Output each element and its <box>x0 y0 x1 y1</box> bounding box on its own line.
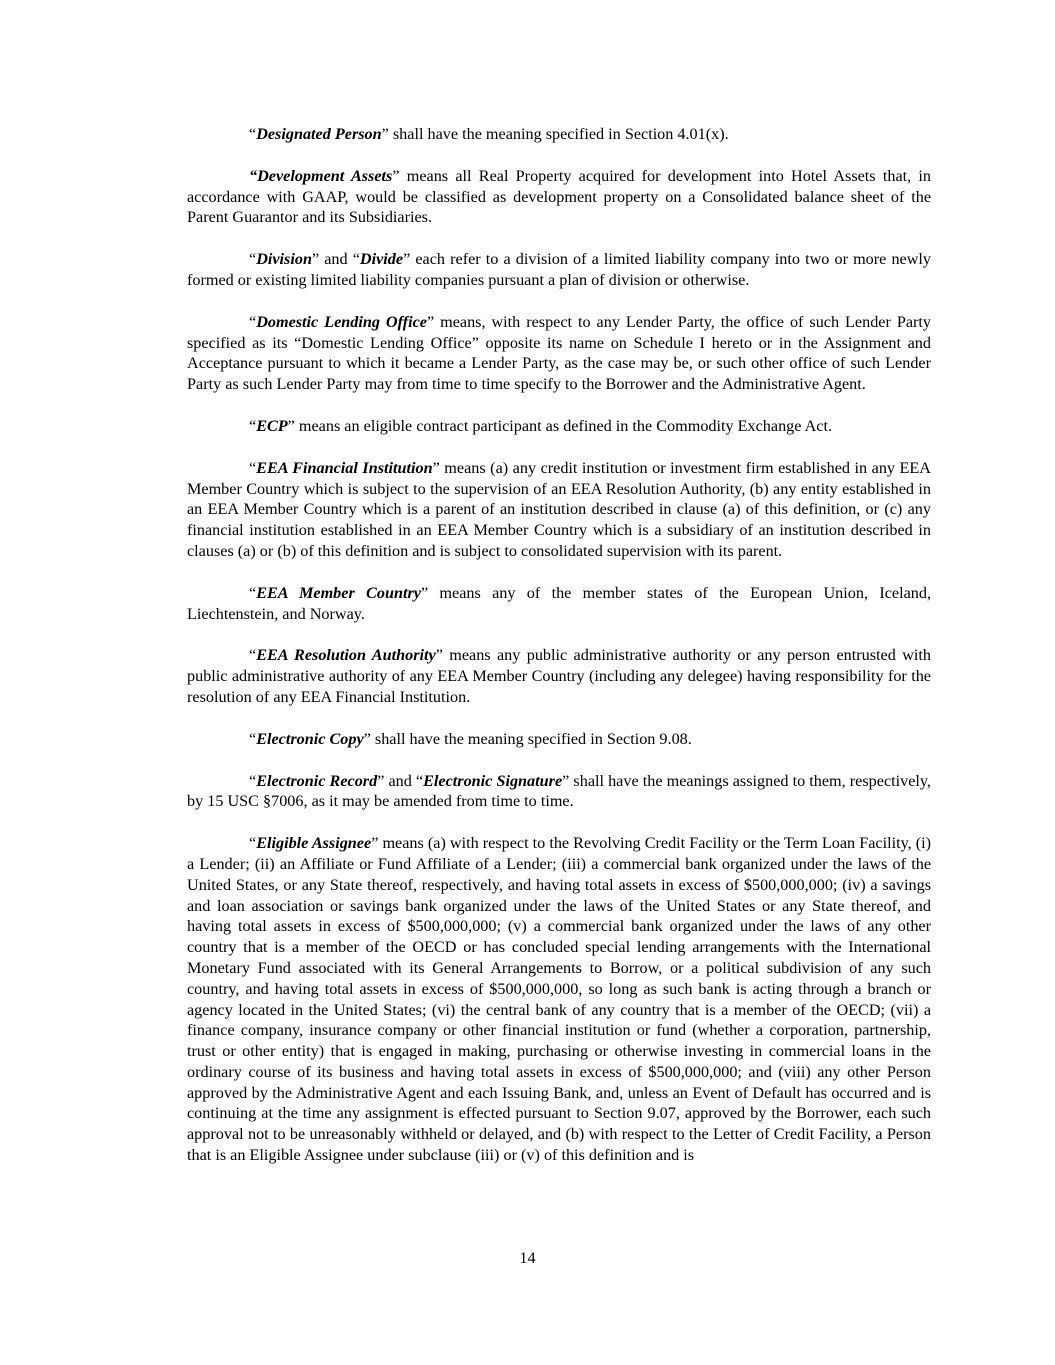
connector-text: and <box>319 250 353 269</box>
open-quote: “ <box>249 771 257 790</box>
defined-term: Division <box>256 250 312 269</box>
close-quote: ” <box>377 771 385 790</box>
open-quote: “ <box>249 583 257 602</box>
definition-text: means, with respect to any Lender Party, the office of such Lender Party specified as its “Domestic Lending Office” opposite its name on Schedule I hereto or in the Assignment and Acceptance pursuant to which it became a Lender Party, as the case may be, or such other office of such Lender Party as such Lender Party may from time to time specify to the Borrower and the Administrative Agent. <box>187 312 931 394</box>
close-quote: ” <box>287 416 295 435</box>
definition-text: means all Real Property acquired for development into Hotel Assets that, in accordance with GAAP, would be classified as development property on a Consolidated balance sheet of the Parent Guarantor and its Subsidiaries. <box>187 166 932 227</box>
definition-text: means (a) with respect to the Revolving Credit Facility or the Term Loan Facility, (i) a Lender; (ii) an Affiliate or Fund Affiliate of a Lender; (iii) a commercial bank organized under the laws of the United States, or any State thereof, respectively, and having total assets in excess of $500,000,000; (iv) a savings and loan association or savings bank organized under the laws of the United States or any State thereof, and having total assets in excess of $500,000,000; (v) a commercial bank organized under the laws of any other country that is a member of the OECD or has concluded special lending arrangements with the International Monetary Fund associated with its General Arrangements to Borrow, or a political subdivision of any such country, and having total assets in excess of $500,000,000, so long as such bank is acting through a branch or agency located in the United States; (vi) the central bank of any country that is a member of the OECD; (vii) a finance company, insurance company or other financial institution or fund (whether a corporation, partnership, trust or other entity) that is engaged in making, purchasing or otherwise investing in commercial loans in the ordinary course of its business and having total assets in excess of $500,000,000; and (viii) any other Person approved by the Administrative Agent and each Issuing Bank, and, unless an Event of Default has occurred and is continuing at the time any assignment is effected pursuant to Section 9.07, approved by the Borrower, each such approval not to be unreasonably withheld or delayed, and (b) with respect to the Letter of Credit Facility, a Person that is an Eligible Assignee under subclause (iii) or (v) of this definition and is <box>187 834 932 1165</box>
definition-eea-financial-institution <box>187 458 931 562</box>
defined-term: Designated Person <box>256 125 382 143</box>
close-quote: ” <box>403 250 411 269</box>
definition-ecp <box>187 416 931 437</box>
open-quote: “ <box>249 729 257 748</box>
definition-designated-person <box>187 124 931 145</box>
definition-electronic-copy <box>187 729 931 750</box>
defined-term: Electronic Copy <box>256 729 364 748</box>
open-quote: “ <box>249 834 257 853</box>
defined-term-2: Divide <box>359 250 404 269</box>
close-quote: ” <box>562 771 570 790</box>
defined-term: Eligible Assignee <box>256 834 372 853</box>
close-quote: ” <box>363 729 371 748</box>
definition-text: means any public administrative authority or any person entrusted with public administrative authority of any EEA Member Country (including any delegee) having responsibility for the resolution of any EEA Financial Institution. <box>187 646 931 706</box>
definition-text: each refer to a division of a limited liability company into two or more newly formed or existing limited liability companies pursuant a plan of division or otherwise. <box>187 250 931 289</box>
close-quote: ” <box>435 646 443 665</box>
close-quote: ” <box>420 583 429 602</box>
defined-term: EEA Financial Institution <box>256 458 433 477</box>
definition-domestic-lending-office <box>187 312 931 395</box>
defined-term: Development Assets <box>257 166 393 185</box>
close-quote: ” <box>371 834 379 853</box>
open-quote: “ <box>249 250 257 269</box>
open-quote: “ <box>249 416 257 435</box>
close-quote: ” <box>311 250 320 269</box>
close-quote: ” <box>432 458 440 477</box>
close-quote: ” <box>426 312 435 331</box>
definition-eea-member-country <box>187 583 931 625</box>
defined-term: Electronic Record <box>256 771 378 790</box>
defined-term: ECP <box>256 416 288 435</box>
close-quote: ” <box>381 125 389 143</box>
open-quote: “ <box>249 312 257 331</box>
definitions-section <box>187 124 931 1187</box>
open-quote: “ <box>249 166 258 185</box>
definition-text: means any of the member states of the European Union, Iceland, Liechtenstein, and Norway. <box>187 583 931 623</box>
defined-term: EEA Resolution Authority <box>256 646 436 665</box>
definition-text: means (a) any credit institution or investment firm established in any EEA Member Country which is subject to the supervision of an EEA Resolution Authority, (b) any entity established in an EEA Member Country which is a parent of an institution described in clause (a) of this definition, or (c) any financial institution established in an EEA Member Country which is a subsidiary of an institution described in clauses (a) or (b) of this definition and is subject to consolidated supervision with its parent. <box>187 458 931 560</box>
definition-division <box>187 249 931 291</box>
defined-term: EEA Member Country <box>256 583 421 602</box>
definition-text: shall have the meanings assigned to them, respectively, by 15 USC §7006, as it may be amended from time to time. <box>187 771 931 811</box>
defined-term: Domestic Lending Office <box>256 312 427 331</box>
definition-text: shall have the meaning specified in Section 4.01(x). <box>388 125 729 143</box>
connector-text: and “ <box>384 771 424 790</box>
definition-text: shall have the meaning specified in Section 9.08. <box>370 729 692 748</box>
definition-eligible-assignee <box>187 833 931 1166</box>
close-quote: ” <box>392 166 400 185</box>
definition-eea-resolution-authority <box>187 645 931 707</box>
defined-term-2: Electronic Signature <box>423 771 563 790</box>
page-number: 14 <box>519 1249 536 1267</box>
definition-text: means an eligible contract participant as defined in the Commodity Exchange Act. <box>294 416 833 435</box>
definition-development-assets <box>187 166 931 228</box>
open-quote: “ <box>352 250 360 269</box>
definition-electronic-record <box>187 771 931 813</box>
open-quote: “ <box>249 125 257 143</box>
open-quote: “ <box>249 646 257 665</box>
open-quote: “ <box>249 458 257 477</box>
